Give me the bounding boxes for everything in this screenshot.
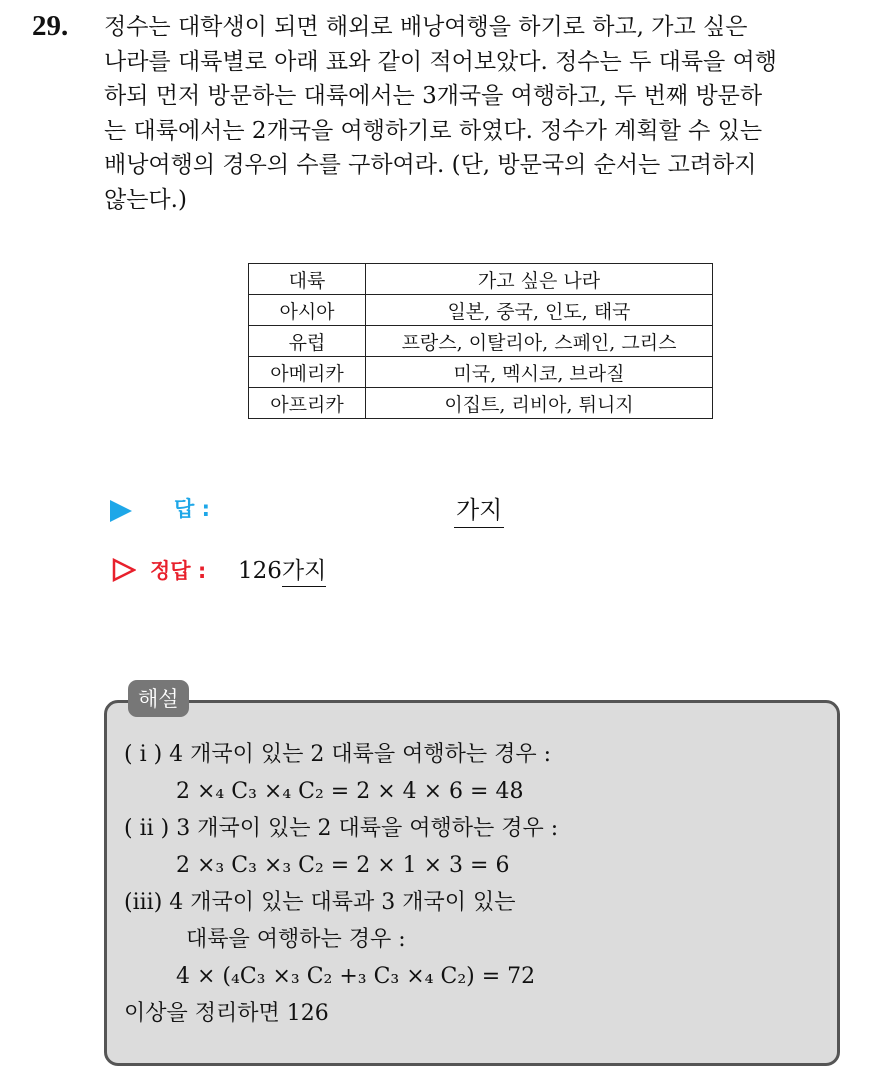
continent-cell: 아시아 xyxy=(249,295,366,326)
solution-line: 대륙을 여행하는 경우 : xyxy=(186,927,406,952)
solution-line: ( ii ) 3 개국이 있는 2 대륙을 여행하는 경우 : xyxy=(124,816,559,841)
question-number: 29. xyxy=(32,10,69,42)
correct-number: 126 xyxy=(238,558,282,584)
solution-line: 2 ×₃ C₃ ×₃ C₂ = 2 × 1 × 3 = 6 xyxy=(176,853,510,878)
question-line: 배낭여행의 경우의 수를 구하여라. (단, 방문국의 순서는 고려하지 xyxy=(104,152,757,178)
solution-body xyxy=(124,736,824,1032)
answer-unit: 가지 xyxy=(456,496,503,524)
solution-line: 4 × (₄C₃ ×₃ C₂ +₃ C₃ ×₄ C₂) = 72 xyxy=(176,964,536,989)
countries-table xyxy=(248,263,713,419)
question-line: 하되 먼저 방문하는 대륙에서는 3개국을 여행하고, 두 번째 방문하 xyxy=(104,83,763,109)
continent-cell: 아프리카 xyxy=(249,388,366,419)
header-countries: 가고 싶은 나라 xyxy=(366,264,713,295)
header-continent: 대륙 xyxy=(249,264,366,295)
correct-answer-value xyxy=(238,552,326,585)
correct-answer-row xyxy=(110,552,510,588)
countries-cell: 이집트, 리비아, 튀니지 xyxy=(366,388,713,419)
question-line: 정수는 대학생이 되면 해외로 배낭여행을 하기로 하고, 가고 싶은 xyxy=(104,14,748,40)
solution-tab: 해설 xyxy=(128,680,189,717)
continent-cell: 유럽 xyxy=(249,326,366,357)
answer-row xyxy=(110,490,530,526)
question-line: 않는다.) xyxy=(104,186,187,213)
solution-line: ( i ) 4 개국이 있는 2 대륙을 여행하는 경우 : xyxy=(124,742,552,767)
question-line: 는 대륙에서는 2개국을 여행하기로 하였다. 정수가 계획할 수 있는 xyxy=(104,117,763,144)
table-row xyxy=(249,388,713,419)
answer-label: 답 : xyxy=(174,497,210,521)
table-row xyxy=(249,295,713,326)
question-text xyxy=(104,10,864,217)
correct-unit: 가지 xyxy=(282,558,326,587)
countries-cell: 미국, 멕시코, 브라질 xyxy=(366,357,713,388)
question-line: 나라를 대륙별로 아래 표와 같이 적어보았다. 정수는 두 대륙을 여행 xyxy=(104,48,777,75)
outline-triangle-icon xyxy=(112,558,136,582)
filled-triangle-icon xyxy=(110,500,132,522)
answer-input[interactable] xyxy=(454,490,504,528)
solution-line: (iii) 4 개국이 있는 대륙과 3 개국이 있는 xyxy=(124,890,516,915)
table-header-row xyxy=(249,264,713,295)
solution-line: 2 ×₄ C₃ ×₄ C₂ = 2 × 4 × 6 = 48 xyxy=(176,779,524,804)
solution-line: 이상을 정리하면 126 xyxy=(124,1001,329,1026)
correct-answer-label: 정답 : xyxy=(150,559,207,583)
table-row xyxy=(249,357,713,388)
countries-cell: 프랑스, 이탈리아, 스페인, 그리스 xyxy=(366,326,713,357)
table-row xyxy=(249,326,713,357)
continent-cell: 아메리카 xyxy=(249,357,366,388)
countries-cell: 일본, 중국, 인도, 태국 xyxy=(366,295,713,326)
